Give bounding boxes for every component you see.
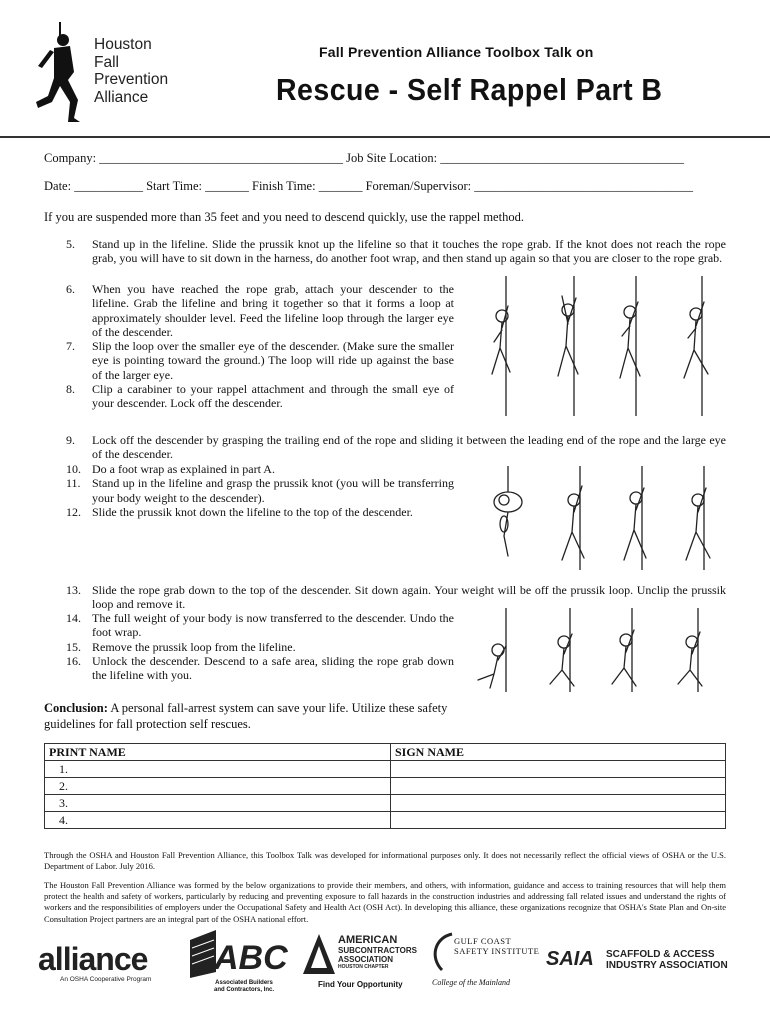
step-text: Slip the loop over the smaller eye of the descender. (Make sure the smaller eye is pointing toward the ground.) The loop will ride up against the base of the larger eye. xyxy=(92,339,454,382)
table-row xyxy=(45,778,726,795)
step-number: 12. xyxy=(66,504,81,519)
signature-table xyxy=(44,743,726,829)
asa-tagline: Find Your Opportunity xyxy=(318,980,403,989)
print-name-cell[interactable]: 4. xyxy=(45,812,391,829)
saia-logo xyxy=(546,948,736,978)
alliance-tagline: An OSHA Cooperative Program xyxy=(60,976,152,983)
logo-line-3: Prevention xyxy=(94,71,169,88)
asa-line-4: HOUSTON CHAPTER xyxy=(338,964,389,970)
step-number: 11. xyxy=(66,476,81,491)
finish-time-field[interactable]: _______ xyxy=(318,179,363,193)
print-name-cell[interactable]: 2. xyxy=(45,778,391,795)
abc-line-2: and Contractors, Inc. xyxy=(214,987,275,993)
company-field[interactable]: _______________________________________ xyxy=(99,151,343,165)
logo-line-4: Alliance xyxy=(94,88,149,106)
step-item xyxy=(66,505,454,519)
houston-fpa-logo xyxy=(30,22,200,126)
step-item xyxy=(66,654,454,683)
logo-line-2: Fall xyxy=(94,53,119,71)
abc-line-1: Associated Builders xyxy=(215,980,273,986)
step-number: 14. xyxy=(66,611,81,625)
step-text: Clip a carabiner to your rappel attachment and through the small eye of your descender. Lock off the descender. xyxy=(92,382,454,411)
conclusion-text: A personal fall-arrest system can save your life. Utilize these safety guidelines for fall protection self rescues. xyxy=(44,701,448,731)
step-item xyxy=(66,476,454,505)
step-text: Stand up in the lifeline. Slide the prussik knot up the lifeline so that it touches the rope grab. If the knot does not reach the rope grab, you will have to sit down in the harness, do another foot wrap, and then stand up again so that you are closer to the rope grab. xyxy=(92,237,726,266)
gcsi-line-1: GULF COAST xyxy=(454,936,512,946)
conclusion-label: Conclusion: xyxy=(44,701,108,715)
date-field[interactable]: ___________ xyxy=(74,179,143,193)
sign-name-cell[interactable] xyxy=(391,795,726,812)
step-text: Slide the prussik knot down the lifeline to the top of the descender. xyxy=(92,504,413,519)
illustration-steps-5-8 xyxy=(466,276,736,416)
header-divider xyxy=(0,136,770,138)
step-text: Stand up in the lifeline and grasp the prussik knot (you will be transferring your body weight to the descender). xyxy=(92,476,454,505)
asa-triangle-icon xyxy=(302,932,336,976)
step-item xyxy=(66,237,726,266)
step-number: 15. xyxy=(66,639,81,654)
print-name-header: PRINT NAME xyxy=(45,744,391,761)
illustration-steps-13-16 xyxy=(466,608,736,692)
print-name-cell[interactable]: 3. xyxy=(45,795,391,812)
osha-alliance-logo xyxy=(38,942,162,983)
step-number: 16. xyxy=(66,653,81,668)
steps-group-c-narrow xyxy=(66,611,454,682)
sign-name-header: SIGN NAME xyxy=(391,744,726,761)
step-number: 6. xyxy=(66,282,75,296)
steps-group-b xyxy=(66,433,726,462)
sign-name-cell[interactable] xyxy=(391,778,726,795)
step-item xyxy=(66,282,454,339)
step-number: 7. xyxy=(66,339,75,354)
finish-time-label: Finish Time: xyxy=(252,179,316,193)
sign-name-cell[interactable] xyxy=(391,761,726,778)
conclusion xyxy=(44,700,454,732)
step-text: The full weight of your body is now transferred to the descender. Undo the foot wrap. xyxy=(92,611,454,640)
step-text: Unlock the descender. Descend to a safe area, sliding the rope grab down the lifeline with you. xyxy=(92,653,454,683)
form-row-date xyxy=(44,179,693,194)
saia-line-1: SCAFFOLD & ACCESS xyxy=(606,949,715,960)
logo-wordmark xyxy=(94,36,168,106)
step-text: Slide the rope grab down to the top of the descender. Sit down again. Your weight will be off the prussik loop. Unclip the prussik loop and remove it. xyxy=(92,583,726,612)
table-row xyxy=(45,795,726,812)
disclaimer-text: Through the OSHA and Houston Fall Prevention Alliance, this Toolbox Talk was developed for informational purposes only. It does not necessarily reflect the official views of OSHA or the U.S. Department of Labor. July 2016. xyxy=(44,850,726,872)
step-text: When you have reached the rope grab, attach your descender to the lifeline. Grab the lifeline and bring it together so that it forms a loop at approximately shoulder level. Feed the lifeline loop through the larger eye of the descender. xyxy=(92,282,454,339)
step-item xyxy=(66,433,726,462)
job-site-label: Job Site Location: xyxy=(346,151,438,165)
step-item xyxy=(66,382,454,411)
document-subtitle: Fall Prevention Alliance Toolbox Talk on xyxy=(319,44,594,60)
step-item xyxy=(66,462,454,476)
gcsi-arc-icon xyxy=(428,932,456,972)
table-header-row xyxy=(45,744,726,761)
gcsi-line-2: SAFETY INSTITUTE xyxy=(454,946,540,956)
intro-text: If you are suspended more than 35 feet and you need to descend quickly, use the rappel method. xyxy=(44,210,524,224)
gcsi-logo xyxy=(428,932,540,1002)
foreman-field[interactable]: ___________________________________ xyxy=(474,179,693,193)
sponsor-logos xyxy=(38,928,738,1008)
job-site-field[interactable]: _______________________________________ xyxy=(440,151,684,165)
start-time-field[interactable]: _______ xyxy=(205,179,249,193)
step-text: Lock off the descender by grasping the trailing end of the rope and sliding it between the leading end of the rope and the large eye of the descender. xyxy=(92,433,726,462)
asa-line-2: SUBCONTRACTORS xyxy=(338,946,417,955)
saia-line-2: INDUSTRY ASSOCIATION xyxy=(606,960,728,971)
start-time-label: Start Time: xyxy=(146,179,202,193)
document-title: Rescue - Self Rappel Part B xyxy=(276,72,663,107)
step-text: Do a foot wrap as explained in part A. xyxy=(92,462,275,476)
print-name-cell[interactable]: 1. xyxy=(45,761,391,778)
step-item xyxy=(66,339,454,382)
steps-group-a-narrow xyxy=(66,282,454,411)
company-label: Company: xyxy=(44,151,97,165)
steps-group-b-narrow xyxy=(66,462,454,519)
gcsi-wordmark xyxy=(454,936,539,956)
asa-line-1: AMERICAN xyxy=(338,934,398,946)
saia-full-name xyxy=(606,949,728,971)
alliance-wordmark: alliance xyxy=(38,941,148,977)
abc-full-name xyxy=(214,980,274,994)
sign-name-cell[interactable] xyxy=(391,812,726,829)
step-item xyxy=(66,640,454,654)
abc-logo xyxy=(186,928,288,1006)
about-text: The Houston Fall Prevention Alliance was formed by the below organizations to provide their members, and others, with information, guidance and access to training resources that will help them protect the health and safety of workers, particularly by reducing and preventing exposure to fall hazards in the construction industries and addressing fall related issues and understand the rights of workers and the responsibilities of employers under the Occupational Safety and Health Act (OSH Act). In developing this alliance, these organizations recognize that OSHA's State Plan and On-site Consultation Project partners are an integral part of the OSHA national effort. xyxy=(44,880,726,924)
step-number: 10. xyxy=(66,462,81,476)
logo-line-1: Houston xyxy=(94,36,152,53)
steps-group-a xyxy=(66,237,726,266)
asa-wordmark xyxy=(338,934,417,971)
date-label: Date: xyxy=(44,179,72,193)
step-text: Remove the prussik loop from the lifeline. xyxy=(92,639,296,654)
saia-abbr: SAIA xyxy=(546,948,594,970)
asa-logo xyxy=(302,932,417,1008)
step-item xyxy=(66,611,454,640)
step-number: 9. xyxy=(66,433,75,447)
foreman-label: Foreman/Supervisor: xyxy=(365,179,472,193)
gcsi-college: College of the Mainland xyxy=(432,978,510,987)
asa-line-3: ASSOCIATION xyxy=(338,955,393,964)
table-row xyxy=(45,812,726,829)
step-number: 13. xyxy=(66,583,81,597)
form-row-company xyxy=(44,151,684,166)
step-number: 5. xyxy=(66,237,75,251)
table-row xyxy=(45,761,726,778)
step-number: 8. xyxy=(66,382,75,397)
illustration-steps-9-12 xyxy=(474,466,736,570)
climber-silhouette-icon xyxy=(30,22,96,126)
abc-wordmark: ABC xyxy=(214,939,288,977)
